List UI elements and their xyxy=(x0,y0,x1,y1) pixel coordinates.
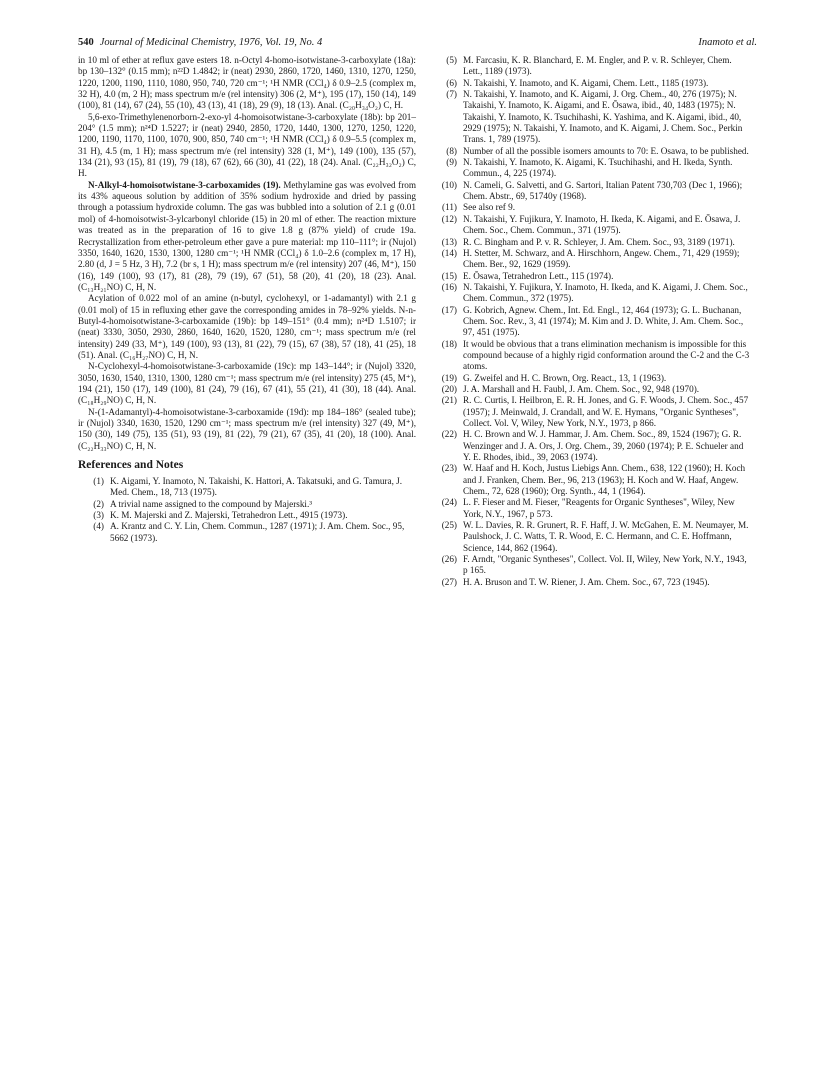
reference-list-right xyxy=(431,55,751,588)
reference-text: It would be obvious that a trans elimination mechanism is impossible for this compound because of a highly rigid conformation around the C-2 and the C-3 atoms. xyxy=(463,338,750,372)
reference-item xyxy=(431,463,751,497)
reference-text: N. Takaishi, Y. Fujikura, Y. Inamoto, H. Ikeda, and K. Aigami, J. Chem. Soc., Chem. Commun., 372 (1975). xyxy=(463,281,748,304)
reference-number: (26) xyxy=(441,554,457,565)
reference-item xyxy=(78,499,416,510)
reference-item xyxy=(431,395,751,429)
reference-text: M. Farcasiu, K. R. Blanchard, E. M. Engler, and P. v. R. Schleyer, Chem. Lett., 1189 (1973). xyxy=(463,55,732,77)
journal-citation: Journal of Medicinal Chemistry, 1976, Vol. 19, No. 4 xyxy=(99,37,323,48)
paragraph-carboxamides-19 xyxy=(78,180,416,293)
reference-text: R. C. Bingham and P. v. R. Schleyer, J. Am. Chem. Soc., 93, 3189 (1971). xyxy=(463,236,735,247)
reference-text: H. C. Brown and W. J. Hammar, J. Am. Chem. Soc., 89, 1524 (1967); G. R. Wenzinger and J. A. Ors, J. Org. Chem., 39, 2060 (1974); P. E. Schueler and Y. E. Rhodes, ibid., 39, 2063 (1974). xyxy=(463,429,744,463)
reference-number: (8) xyxy=(446,145,457,156)
reference-item xyxy=(431,271,751,282)
reference-text: W. L. Davies, R. R. Grunert, R. F. Haff, J. W. McGahen, E. M. Neumayer, M. Paulshock, J. C. Watts, T. R. Wood, E. C. Hermann, and C. E. Hoffmann, Science, 144, 862 (1964). xyxy=(463,520,749,553)
reference-text: A. Krantz and C. Y. Lin, Chem. Commun., 1287 (1971); J. Am. Chem. Soc., 95, 5662 (1973). xyxy=(110,521,405,543)
reference-text: A trivial name assigned to the compound by Majerski.³ xyxy=(110,498,313,509)
reference-number: (3) xyxy=(93,510,104,521)
reference-number: (12) xyxy=(441,213,457,224)
reference-list-left xyxy=(78,476,416,544)
reference-item xyxy=(431,373,751,384)
reference-text: N. Takaishi, Y. Inamoto, and K. Aigami, Chem. Lett., 1185 (1973). xyxy=(463,77,709,88)
reference-item xyxy=(431,554,751,577)
reference-number: (15) xyxy=(441,270,457,281)
reference-item xyxy=(431,146,751,157)
reference-text: H. A. Bruson and T. W. Riener, J. Am. Chem. Soc., 67, 723 (1945). xyxy=(463,576,710,587)
reference-item xyxy=(431,339,751,373)
reference-item xyxy=(431,214,751,237)
reference-text: K. Aigami, Y. Inamoto, N. Takaishi, K. Hattori, A. Takatsuki, and G. Tamura, J. Med. Chem., 18, 713 (1975). xyxy=(110,476,403,498)
reference-text: N. Takaishi, Y. Inamoto, K. Aigami, K. Tsuchihashi, and H. Ikeda, Synth. Commun., 4, 225 (1974). xyxy=(463,157,733,179)
reference-number: (17) xyxy=(441,304,457,315)
running-authors: Inamoto et al. xyxy=(698,37,757,48)
reference-text: F. Arndt, "Organic Syntheses", Collect. Vol. II, Wiley, New York, N.Y., 1943, p 165. xyxy=(463,554,747,576)
reference-number: (13) xyxy=(441,236,457,247)
reference-item xyxy=(431,55,751,78)
paragraph-cyclohexyl-19c: N-Cyclohexyl-4-homoisotwistane-3-carboxamide (19c): mp 143–144°; ir (Nujol) 3320, 3050, 1630, 1540, 1310, 1300, 1280 cm⁻¹; mass spectrum m/e (rel intensity) 275 (45, M⁺), 194 (21), 150 (17), 149 (100), 81 (24), 79 (16), 67 (41), 55 (21), 41 (30), 18 (44). Anal. (C₁₈H₂₉NO) C, H, N. xyxy=(78,361,416,406)
reference-text: N. Takaishi, Y. Inamoto, and K. Aigami, J. Org. Chem., 40, 276 (1975); N. Takaishi, Y. Inamoto, K. Aigami, and E. Ōsawa, ibid., 40, 1483 (1975); N. Takaishi, Y. Inamoto, K. Tsuchihashi, K. Yashima, and K. Aigami, ibid., 40, 2929 (1975); N. Takaishi, Y. Inamoto, and K. Aigami, J. Chem. Soc., Perkin Trans. 1, 789 (1975). xyxy=(463,89,743,145)
reference-text: K. M. Majerski and Z. Majerski, Tetrahedron Lett., 4915 (1973). xyxy=(110,510,348,521)
reference-number: (20) xyxy=(441,383,457,394)
reference-number: (11) xyxy=(442,202,457,213)
reference-number: (10) xyxy=(441,179,457,190)
reference-number: (5) xyxy=(446,55,457,65)
reference-number: (9) xyxy=(446,157,457,168)
reference-text: G. Zweifel and H. C. Brown, Org. React., 13, 1 (1963). xyxy=(463,372,667,383)
reference-text: See also ref 9. xyxy=(463,202,516,213)
reference-item xyxy=(431,237,751,248)
reference-text: W. Haaf and H. Koch, Justus Liebigs Ann. Chem., 638, 122 (1960); H. Koch and J. Franken, Chem. Ber., 96, 213 (1963); H. Koch and W. Haaf, Angew. Chem., 72, 628 (1960); Org. Synth., 44, 1 (1964). xyxy=(463,463,746,497)
reference-text: R. C. Curtis, I. Heilbron, E. R. H. Jones, and G. F. Woods, J. Chem. Soc., 457 (1957); J. Meinwald, J. Crandall, and W. E. Hymans, "Organic Syntheses", Collect. Vol. V, Wiley, New York, N.Y., 1973, p 866. xyxy=(463,395,749,428)
reference-text: N. Cameli, G. Salvetti, and G. Sartori, Italian Patent 730,703 (Dec 1, 1966); Chem. Abstr., 69, 51740y (1968). xyxy=(463,179,743,202)
reference-number: (19) xyxy=(441,372,457,383)
reference-item xyxy=(431,577,751,588)
reference-item xyxy=(78,510,416,521)
left-column xyxy=(78,55,416,544)
reference-number: (24) xyxy=(441,497,457,508)
reference-text: N. Takaishi, Y. Fujikura, Y. Inamoto, H. Ikeda, K. Aigami, and E. Ōsawa, J. Chem. Soc., Chem. Commun., 371 (1975). xyxy=(463,213,741,236)
reference-item xyxy=(431,248,751,271)
reference-text: E. Ōsawa, Tetrahedron Lett., 115 (1974). xyxy=(463,270,614,281)
reference-number: (1) xyxy=(93,476,104,487)
reference-number: (18) xyxy=(441,338,457,349)
reference-text: G. Kobrich, Agnew. Chem., Int. Ed. Engl., 12, 464 (1973); G. L. Buchanan, Chem. Soc. Rev., 3, 41 (1974); M. Kim and J. D. White, J. Am. Chem. Soc., 97, 451 (1975). xyxy=(463,304,744,338)
right-column xyxy=(431,55,751,588)
reference-item xyxy=(431,497,751,520)
running-header xyxy=(78,35,757,51)
reference-item xyxy=(431,305,751,339)
reference-number: (27) xyxy=(441,576,457,587)
reference-number: (2) xyxy=(93,498,104,509)
reference-item xyxy=(78,476,416,499)
section-heading-carboxamides: N-Alkyl-4-homoisotwistane-3-carboxamides (19). xyxy=(88,179,281,190)
reference-number: (16) xyxy=(441,281,457,292)
reference-item xyxy=(431,89,751,146)
reference-item xyxy=(431,157,751,180)
reference-text: Number of all the possible isomers amounts to 70: E. Osawa, to be published. xyxy=(463,145,749,156)
reference-item xyxy=(431,384,751,395)
reference-item xyxy=(78,521,416,544)
reference-text: H. Stetter, M. Schwarz, and A. Hirschhorn, Angew. Chem., 71, 429 (1959); Chem. Ber., 92, 1629 (1959). xyxy=(463,247,740,270)
reference-text: J. A. Marshall and H. Faubl, J. Am. Chem. Soc., 92, 948 (1970). xyxy=(463,383,700,394)
paragraph-acylation-19b: Acylation of 0.022 mol of an amine (n-butyl, cyclohexyl, or 1-adamantyl) with 2.1 g (0.01 mol) of 15 in refluxing ether gave the corresponding amides in 78–92% yields. N-n-Butyl-4-homoisotwistane-3-carboxamide (19b): bp 149–151° (0.4 mm); n²⁴D 1.5107; ir (neat) 3330, 3050, 2930, 2860, 1640, 1620, 1520, 1280, cm⁻¹; mass spectrum m/e (rel intensity) 249 (33, M⁺), 149 (100), 93 (13), 81 (22), 79 (15), 67 (38), 57 (18), 41 (25), 18 (51). Anal. (C₁₆H₂₇NO) C, H, N. xyxy=(78,293,416,360)
reference-item xyxy=(431,180,751,203)
reference-item xyxy=(431,78,751,89)
reference-number: (7) xyxy=(446,89,457,100)
reference-number: (4) xyxy=(93,521,104,532)
reference-number: (23) xyxy=(441,463,457,474)
reference-item xyxy=(431,282,751,305)
paragraph-ester-18a: in 10 ml of ether at reflux gave esters 18. n-Octyl 4-homo-isotwistane-3-carboxylate (18a): bp 130–132° (0.15 mm); n²²D 1.4842; ir (neat) 2930, 2860, 1720, 1460, 1310, 1270, 1250, 1220, 1200, 1190, 1110, 1080, 950, 740, 720 cm⁻¹; ¹H NMR (CCl₄) δ 0.9–2.5 (complex m, 32 H), 4.0 (m, 2 H); mass spectrum m/e (rel intensity) 306 (2, M⁺), 195 (17), 150 (14), 149 (100), 81 (14), 67 (24), 55 (10), 43 (13), 41 (18), 29 (9), 18 (13). Anal. (C₂₀H₃₄O₂) C, H. xyxy=(78,55,416,111)
reference-item xyxy=(431,429,751,463)
reference-number: (22) xyxy=(441,429,457,440)
reference-number: (14) xyxy=(441,247,457,258)
paragraph-adamantyl-19d: N-(1-Adamantyl)-4-homoisotwistane-3-carboxamide (19d): mp 184–186° (sealed tube); ir (Nujol) 3340, 1630, 1520, 1290 cm⁻¹; mass spectrum m/e (rel intensity) 327 (49, M⁺), 150 (30), 149 (75), 135 (51), 93 (19), 81 (22), 79 (21), 67 (35), 41 (20), 18 (100). Anal. (C₂₂H₃₃NO) C, H, N. xyxy=(78,406,416,451)
carboxamides-body: Methylamine gas was evolved from its 43% aqueous solution by addition of 35% sodium hydroxide and dried by passing through a potassium hydroxide column. The gas was bubbled into a solution of 2.1 g (0.01 mol) of 4-homoisotwist-3-ylcarbonyl chloride (15) in 20 ml of ether. The reaction mixture was treated as in the preparation of 16 to give 1.8 g (87% yield) of crude 19a. Recrystallization from ether-petroleum ether gave a pure material: mp 110–111°; ir (Nujol) 3350, 1640, 1620, 1530, 1300, 1280 cm⁻¹; ¹H NMR (CCl₄) δ 1.0–2.6 (complex m, 17 H), 2.80 (d, J = 5 Hz, 3 H), 7.2 (br s, 1 H); mass spectrum m/e (rel intensity) 207 (46, M⁺), 150 (16), 149 (100), 93 (17), 81 (28), 79 (19), 67 (51), 58 (20), 41 (20), 18 (23). Anal. (C₁₃H₂₁NO) C, H, N. xyxy=(78,179,416,292)
reference-item xyxy=(431,520,751,554)
reference-number: (21) xyxy=(441,395,457,406)
reference-item xyxy=(431,202,751,213)
reference-number: (25) xyxy=(441,520,457,531)
reference-number: (6) xyxy=(446,77,457,88)
reference-text: L. F. Fieser and M. Fieser, "Reagents for Organic Syntheses", Wiley, New York, N.Y., 1967, p 573. xyxy=(463,497,735,519)
paragraph-ester-18b: 5,6-exo-Trimethylenenorborn-2-exo-yl 4-homoisotwistane-3-carboxylate (18b): bp 201–204° (1.5 mm); n²⁴D 1.5227; ir (neat) 2940, 2850, 1720, 1440, 1300, 1270, 1250, 1220, 1200, 1190, 1170, 1100, 1070, 900, 850, 740 cm⁻¹; ¹H NMR (CCl₄) δ 0.9–5.5 (complex m, 31 H), 4.5 (m, 1 H); mass spectrum m/e (rel intensity) 328 (1, M⁺), 149 (100), 135 (57), 134 (21), 93 (15), 81 (19), 79 (18), 67 (62), 66 (30), 41 (22), 18 (24). Anal. (C₂₂H₃₂O₂) C, H. xyxy=(78,111,416,179)
references-heading: References and Notes xyxy=(78,459,184,472)
page-number: 540 xyxy=(78,37,94,48)
